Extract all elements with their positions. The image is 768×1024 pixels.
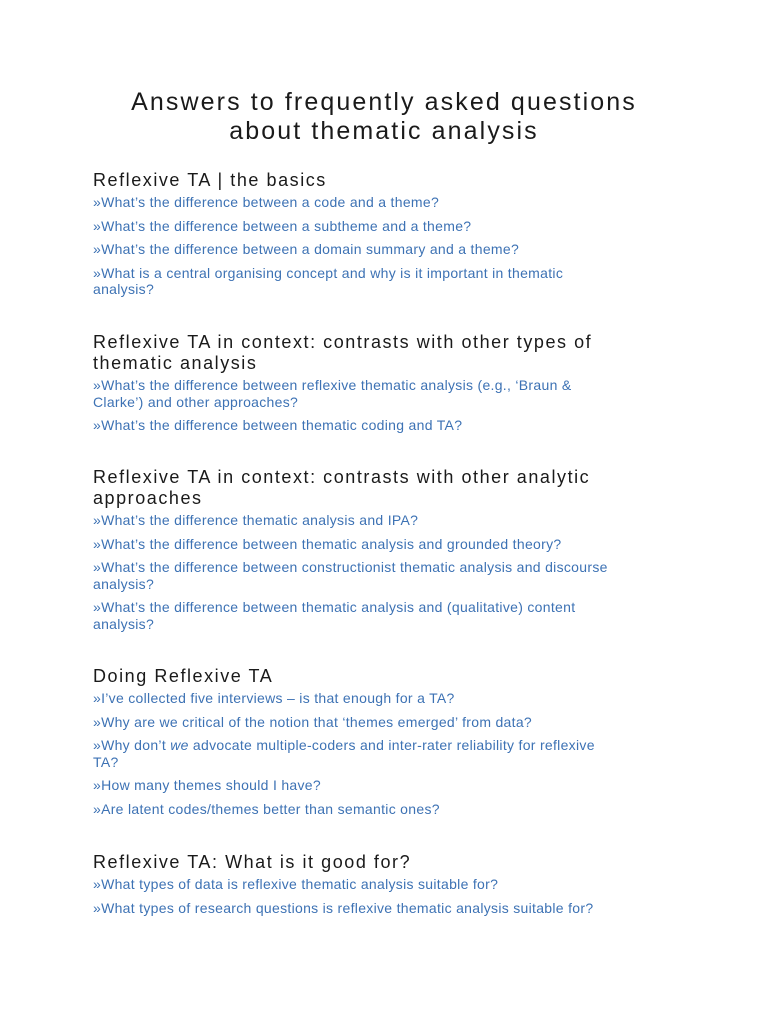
section-heading-line: thematic analysis [93, 353, 258, 373]
section-heading-line: Doing Reflexive TA [93, 666, 274, 686]
faq-link-line: analysis? [93, 615, 155, 632]
faq-link-line: »What’s the difference between reflexive thematic analysis (e.g., ‘Braun & [93, 377, 572, 393]
section-heading [93, 467, 683, 509]
faq-link-subtheme-vs-theme[interactable] [93, 218, 683, 235]
list-item [93, 377, 683, 410]
faq-link-reflexive-vs-other-approaches[interactable] [93, 377, 683, 410]
faq-list [93, 690, 683, 817]
section-reflexive-ta-basics [93, 170, 683, 305]
list-item [93, 690, 683, 707]
section-heading-line: Reflexive TA in context: contrasts with other analytic [93, 467, 591, 487]
faq-link-multiple-coders[interactable] [93, 737, 683, 770]
page-title-line: about thematic analysis [229, 117, 539, 145]
faq-list [93, 876, 683, 916]
list-item [93, 265, 683, 298]
faq-link-central-organising-concept[interactable] [93, 265, 683, 298]
faq-link-line: »Are latent codes/themes better than semantic ones? [93, 800, 440, 817]
faq-link-how-many-themes[interactable] [93, 777, 683, 794]
section-what-is-it-good-for [93, 852, 683, 923]
list-item [93, 599, 683, 632]
faq-link-types-of-data[interactable] [93, 876, 683, 893]
list-item [93, 559, 683, 592]
list-item [93, 536, 683, 553]
faq-link-line [93, 737, 683, 754]
faq-link-line: »What’s the difference thematic analysis and IPA? [93, 512, 419, 528]
faq-link-line: Clarke’) and other approaches? [93, 393, 299, 410]
faq-link-text: »Why don’t [93, 737, 171, 753]
page-title-line: Answers to frequently asked questions [131, 88, 637, 116]
faq-link-line: »What’s the difference between thematic analysis and (qualitative) content [93, 599, 576, 615]
list-item [93, 876, 683, 893]
faq-link-line: analysis? [93, 281, 155, 297]
faq-link-domain-summary-vs-theme[interactable] [93, 241, 683, 258]
list-item [93, 900, 683, 917]
faq-link-five-interviews[interactable] [93, 690, 683, 707]
faq-link-ta-vs-ipa[interactable] [93, 512, 683, 529]
faq-link-line: »What’s the difference between a subtheme and a theme? [93, 217, 472, 234]
list-item [93, 218, 683, 235]
faq-link-line: »What’s the difference between a code and a theme? [93, 194, 440, 210]
faq-link-ta-vs-discourse-analysis[interactable] [93, 559, 683, 592]
faq-link-line: TA? [93, 753, 119, 770]
section-heading [93, 170, 683, 191]
faq-link-code-vs-theme[interactable] [93, 194, 683, 211]
faq-link-thematic-coding-vs-ta[interactable] [93, 417, 683, 434]
faq-link-line: »What’s the difference between a domain summary and a theme? [93, 241, 520, 257]
faq-link-emphasis: we [170, 737, 189, 753]
faq-link-ta-vs-grounded-theory[interactable] [93, 536, 683, 553]
section-heading [93, 852, 683, 873]
faq-list [93, 194, 683, 298]
faq-link-line: »What types of research questions is reflexive thematic analysis suitable for? [93, 899, 594, 916]
faq-link-line: »I’ve collected five interviews – is that enough for a TA? [93, 690, 455, 706]
faq-link-line: »What’s the difference between constructionist thematic analysis and discourse [93, 559, 608, 575]
section-heading [93, 666, 683, 687]
section-heading-line: Reflexive TA: What is it good for? [93, 852, 412, 872]
section-doing-reflexive-ta [93, 666, 683, 824]
faq-link-line: »What types of data is reflexive thematic analysis suitable for? [93, 876, 499, 892]
section-contrasts-other-ta [93, 332, 683, 441]
list-item [93, 737, 683, 770]
faq-list [93, 377, 683, 434]
faq-link-line: analysis? [93, 575, 155, 592]
page-title [60, 88, 708, 146]
section-heading [93, 332, 683, 374]
faq-link-line: »Why are we critical of the notion that ‘themes emerged’ from data? [93, 713, 533, 730]
faq-list [93, 512, 683, 632]
faq-link-line: »What’s the difference between thematic analysis and grounded theory? [93, 535, 562, 552]
section-heading-line: approaches [93, 488, 203, 508]
faq-link-latent-vs-semantic[interactable] [93, 801, 683, 818]
section-heading-line: Reflexive TA | the basics [93, 170, 327, 190]
list-item [93, 417, 683, 434]
list-item [93, 194, 683, 211]
faq-link-line: »What is a central organising concept and why is it important in thematic [93, 264, 564, 281]
faq-link-text: advocate multiple-coders and inter-rater reliability for reflexive [188, 737, 595, 753]
section-contrasts-other-analytic [93, 467, 683, 639]
faq-link-types-of-research-questions[interactable] [93, 900, 683, 917]
faq-link-ta-vs-content-analysis[interactable] [93, 599, 683, 632]
list-item [93, 801, 683, 818]
faq-link-line: »How many themes should I have? [93, 777, 321, 793]
list-item [93, 512, 683, 529]
list-item [93, 241, 683, 258]
list-item [93, 714, 683, 731]
faq-link-themes-emerged[interactable] [93, 714, 683, 731]
faq-link-line: »What’s the difference between thematic coding and TA? [93, 417, 463, 433]
list-item [93, 777, 683, 794]
section-heading-line: Reflexive TA in context: contrasts with other types of [93, 332, 593, 352]
